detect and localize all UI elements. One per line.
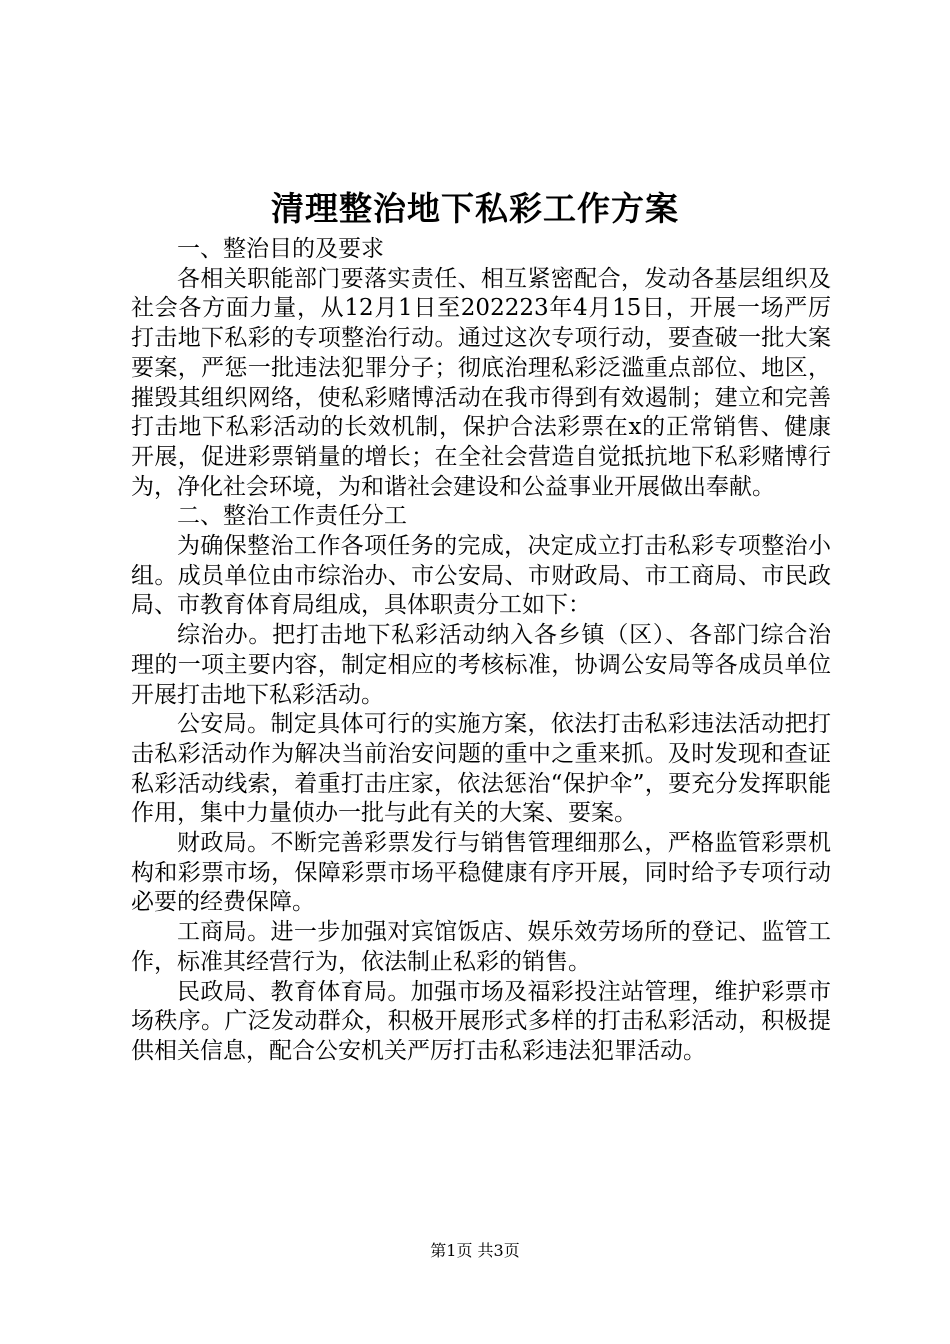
document-title: 清理整治地下私彩工作方案	[271, 189, 679, 228]
document-body	[131, 235, 831, 1067]
paragraph-task-group: 为确保整治工作各项任务的完成，决定成立打击私彩专项整治小组。成员单位由市综治办、市公安局、市财政局、市工商局、市民政局、市教育体育局组成，具体职责分工如下：	[131, 533, 831, 619]
paragraph-industry-commerce: 工商局。进一步加强对宾馆饭店、娱乐效劳场所的登记、监管工作，标准其经营行为，依法制止私彩的销售。	[131, 919, 831, 975]
paragraph-objectives: 各相关职能部门要落实责任、相互紧密配合，发动各基层组织及社会各方面力量，从12月1日至202223年4月15日，开展一场严厉打击地下私彩的专项整治行动。通过这次专项行动，要查破一批大案要案，严惩一批违法犯罪分子；彻底治理私彩泛滥重点部位、地区，摧毁其组织网络，使私彩赌博活动在我市得到有效遏制；建立和完善打击地下私彩活动的长效机制，保护合法彩票在x的正常销售、健康开展，促进彩票销量的增长；在全社会营造自觉抵抗地下私彩赌博行为，净化社会环境，为和谐社会建设和公益事业开展做出奉献。	[131, 265, 831, 500]
paragraph-finance: 财政局。不断完善彩票发行与销售管理细那么，严格监管彩票机构和彩票市场，保障彩票市场平稳健康有序开展，同时给予专项行动必要的经费保障。	[131, 830, 831, 916]
section-heading-2: 二、整治工作责任分工	[177, 503, 407, 530]
section-heading-1: 一、整治目的及要求	[177, 236, 384, 262]
paragraph-comprehensive-office: 综治办。把打击地下私彩活动纳入各乡镇（区）、各部门综合治理的一项主要内容，制定相应的考核标准，协调公安局等各成员单位开展打击地下私彩活动。	[131, 622, 831, 708]
paragraph-civil-affairs: 民政局、教育体育局。加强市场及福彩投注站管理，维护彩票市场秩序。广泛发动群众，积极开展形式多样的打击私彩活动，积极提供相关信息，配合公安机关严厉打击私彩违法犯罪活动。	[131, 978, 831, 1064]
paragraph-public-security: 公安局。制定具体可行的实施方案，依法打击私彩违法活动把打击私彩活动作为解决当前治安问题的重中之重来抓。及时发现和查证私彩活动线索，着重打击庄家，依法惩治“保护伞”，要充分发挥职能作用，集中力量侦办一批与此有关的大案、要案。	[131, 711, 831, 827]
page-number: 第1页 共3页	[430, 1241, 520, 1260]
